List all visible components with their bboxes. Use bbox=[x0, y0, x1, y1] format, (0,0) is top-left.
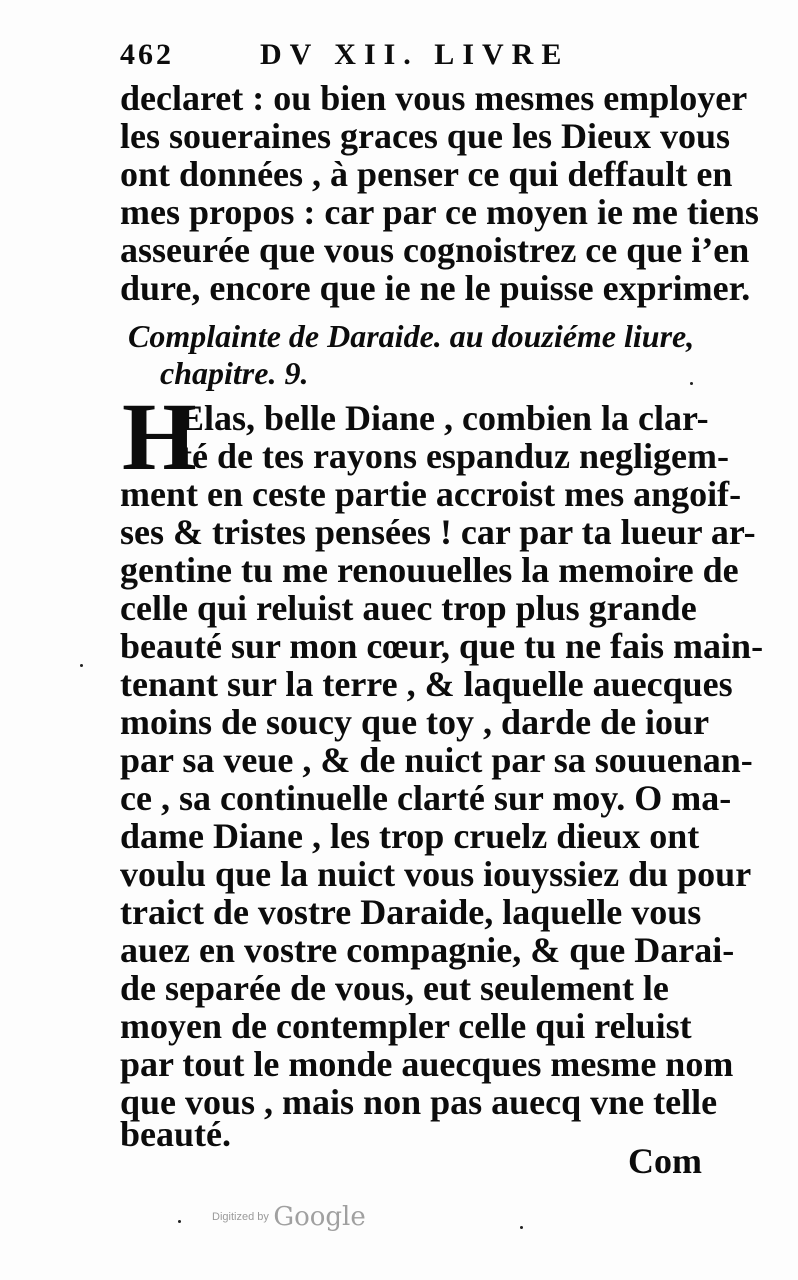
text-line: beauté sur mon cœur, que tu ne fais main- bbox=[120, 626, 764, 666]
section-heading-line1: Complainte de Daraide. au douziéme liure, bbox=[128, 318, 695, 354]
text-line: voulu que la nuict vous iouyssiez du pour bbox=[120, 854, 752, 894]
running-head: DV XII. LIVRE bbox=[260, 38, 570, 71]
text-line: que vous , mais non pas auecq vne telle bbox=[120, 1082, 718, 1122]
google-logo: Google bbox=[273, 1202, 366, 1232]
digitized-watermark bbox=[212, 1202, 366, 1232]
text-line: declaret : ou bien vous mesmes employer bbox=[120, 78, 748, 118]
text-line: moins de soucy que toy , darde de iour bbox=[120, 702, 710, 742]
page-header bbox=[120, 38, 680, 72]
text-line: par sa veue , & de nuict par sa souuenan- bbox=[120, 740, 753, 780]
text-line: asseurée que vous cognoistrez ce que i’en bbox=[120, 230, 750, 270]
text-line: beauté. bbox=[120, 1114, 231, 1154]
drop-capital: H bbox=[122, 383, 197, 490]
ink-speck bbox=[690, 382, 693, 385]
text-line: té de tes rayons espanduz negligem- bbox=[180, 436, 729, 476]
text-line: ce , sa continuelle clarté sur moy. O ma- bbox=[120, 778, 732, 818]
text-line: mes propos : car par ce moyen ie me tiens bbox=[120, 192, 759, 232]
text-line: tenant sur la terre , & laquelle auecques bbox=[120, 664, 733, 704]
text-line: ment en ceste partie accroist mes angoif- bbox=[120, 474, 742, 514]
section-heading-line2: chapitre. 9. bbox=[160, 355, 309, 391]
text-line: dure, encore que ie ne le puisse exprimer. bbox=[120, 268, 751, 308]
text-line: les soueraines graces que les Dieux vous bbox=[120, 116, 730, 156]
text-line: par tout le monde auecques mesme nom bbox=[120, 1044, 734, 1084]
ink-speck bbox=[520, 1226, 523, 1229]
text-line: moyen de contempler celle qui reluist bbox=[120, 1006, 692, 1046]
ink-speck bbox=[80, 664, 83, 667]
text-line: gentine tu me renouuelles la memoire de bbox=[120, 550, 739, 590]
text-line: traict de vostre Daraide, laquelle vous bbox=[120, 892, 702, 932]
digitized-label: Digitized by bbox=[212, 1211, 269, 1223]
text-line: auez en vostre compagnie, & que Darai- bbox=[120, 930, 735, 970]
text-line: ses & tristes pensées ! car par ta lueur ar- bbox=[120, 512, 756, 552]
ink-speck bbox=[178, 1220, 181, 1223]
text-line: Elas, belle Diane , combien la clar- bbox=[180, 398, 709, 438]
text-line: celle qui reluist auec trop plus grande bbox=[120, 588, 697, 628]
text-line: ont données , à penser ce qui deffault en bbox=[120, 154, 733, 194]
page-number: 462 bbox=[120, 38, 174, 71]
text-line: de separée de vous, eut seulement le bbox=[120, 968, 669, 1008]
text-line: dame Diane , les trop cruelz dieux ont bbox=[120, 816, 700, 856]
catchword: Com bbox=[628, 1141, 702, 1181]
